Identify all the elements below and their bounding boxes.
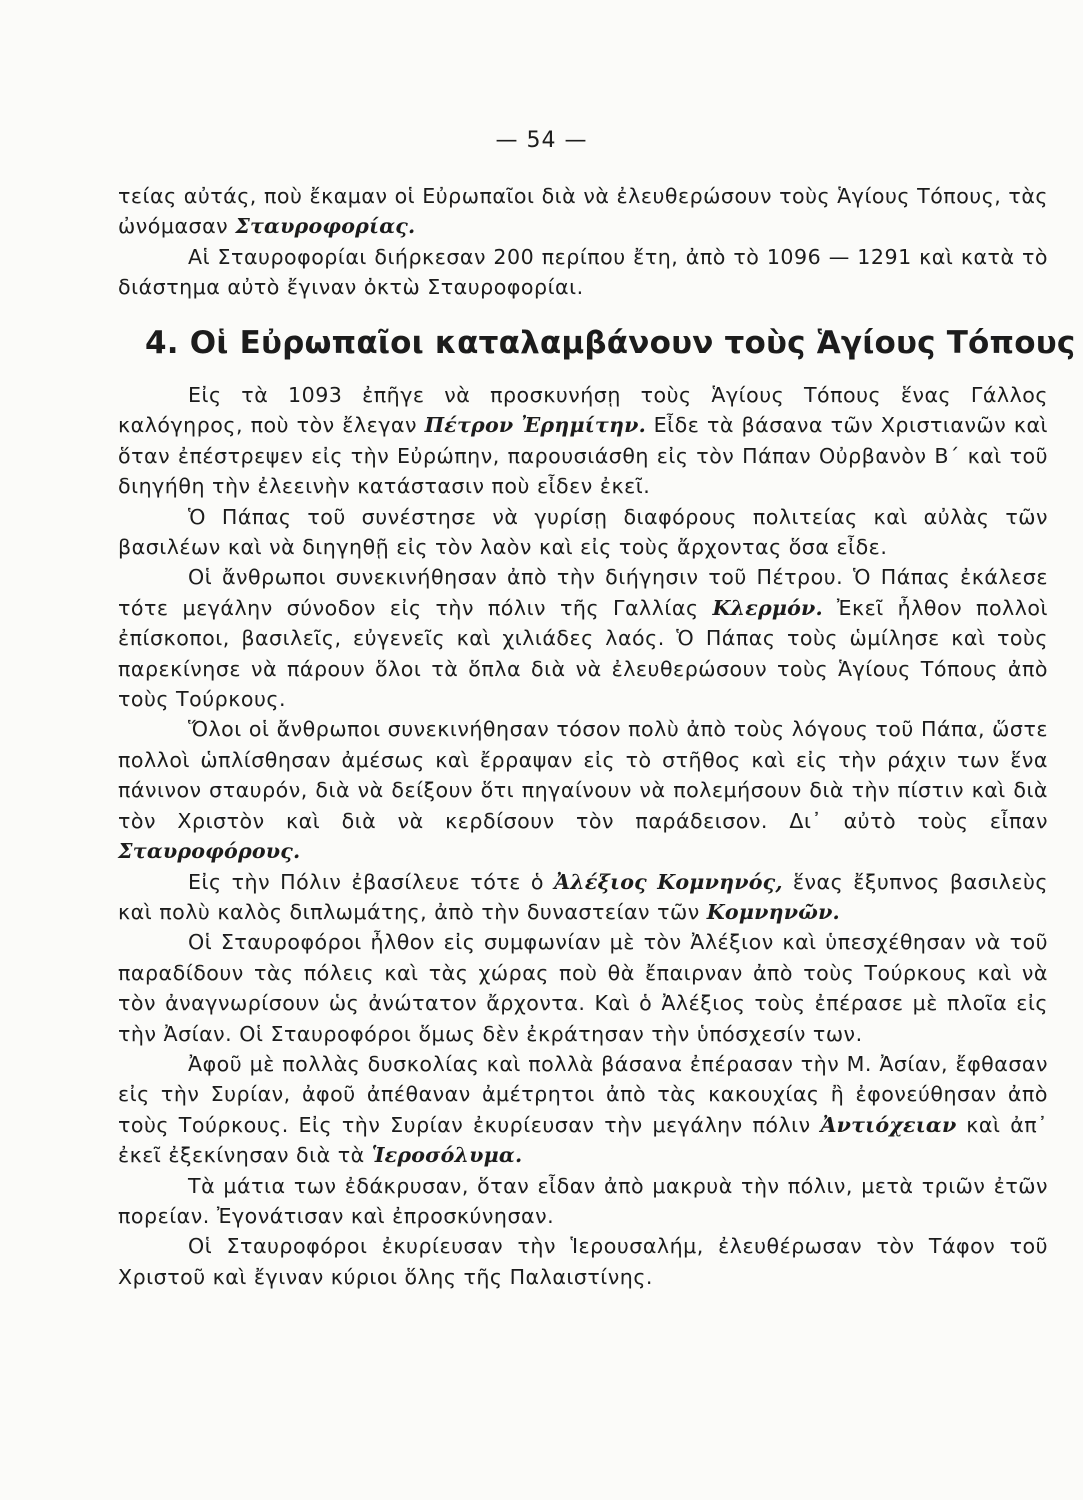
emphasis-term: Κομνηνῶν. bbox=[706, 899, 840, 924]
emphasis-term: Ἀλέξιος Κομνηνός, bbox=[554, 869, 783, 894]
section-heading: 4. Οἱ Εὐρωπαῖοι καταλαμβάνουν τοὺς Ἁγίους Τόπους bbox=[145, 325, 1076, 361]
emphasis-term: Κλερμόν. bbox=[712, 595, 823, 620]
paragraph: Εἰς τὰ 1093 ἐπῆγε νὰ προσκυνήσῃ τοὺς Ἁγίους Τόπους ἕνας Γάλλος καλόγηρος, ποὺ τὸν ἔλεγαν Πέτρον Ἐρημίτην. Εἶδε τὰ βάσανα τῶν Χριστιανῶν καὶ ὅταν ἐπέστρεψεν εἰς τὴν Εὐρώπην, παρουσιάσθη εἰς τὸν Πάπαν Οὐρβανὸν Β΄ καὶ τοῦ διηγήθη τὴν ἐλεεινὴν κατάστασιν ποὺ εἶδεν ἐκεῖ. bbox=[118, 383, 1049, 499]
paragraph: Ἀφοῦ μὲ πολλὰς δυσκολίας καὶ πολλὰ βάσανα ἐπέρασαν τὴν Μ. Ἀσίαν, ἔφθασαν εἰς τὴν Συρίαν, ἀφοῦ ἀπέθαναν ἀμέτρητοι ἀπὸ τὰς κακουχίας ἢ ἐφονεύθησαν ἀπὸ τοὺς Τούρκους. Εἰς τὴν Συρίαν ἐκυρίευσαν τὴν μεγάλην πόλιν Ἀντιόχειαν καὶ ἀπ᾽ ἐκεῖ ἐξεκίνησαν διὰ τὰ Ἱεροσόλυμα. bbox=[118, 1051, 1048, 1168]
paragraph: Οἱ ἄνθρωποι συνεκινήθησαν ἀπὸ τὴν διήγησιν τοῦ Πέτρου. Ὁ Πάπας ἐκάλεσε τότε μεγάλην σύνοδον εἰς τὴν πόλιν τῆς Γαλλίας Κλερμόν. Ἐκεῖ ἦλθον πολλοὶ ἐπίσκοποι, βασιλεῖς, εὐγενεῖς καὶ χιλιάδες λαός. Ὁ Πάπας τοὺς ὡμίλησε καὶ τοὺς παρεκίνησε νὰ πάρουν ὅλοι τὰ ὅπλα διὰ νὰ ἐλευθερώσουν τοὺς Ἁγίους Τόπους ἀπὸ τοὺς Τούρκους. bbox=[118, 565, 1048, 712]
paragraph: Οἱ Σταυροφόροι ἦλθον εἰς συμφωνίαν μὲ τὸν Ἀλέξιον καὶ ὑπεσχέθησαν νὰ τοῦ παραδίδουν τὰς πόλεις καὶ τὰς χώρας ποὺ θὰ ἔπαιρναν ἀπὸ τοὺς Τούρκους καὶ νὰ τὸν ἀναγνωρίσουν ὡς ἀνώτατον ἄρχοντα. Καὶ ὁ Ἀλέξιος τοὺς ἐπέρασε μὲ πλοῖα εἰς τὴν Ἀσίαν. Οἱ Σταυροφόροι ὅμως δὲν ἐκράτησαν τὴν ὑπόσχεσίν των. bbox=[118, 930, 1048, 1046]
paragraph: Τὰ μάτια των ἐδάκρυσαν, ὅταν εἶδαν ἀπὸ μακρυὰ τὴν πόλιν, μετὰ τριῶν ἐτῶν πορείαν. Ἐγονάτισαν καὶ ἐπροσκύνησαν. bbox=[118, 1173, 1048, 1228]
paragraph: Ὁ Πάπας τοῦ συνέστησε νὰ γυρίσῃ διαφόρους πολιτείας καὶ αὐλὰς τῶν βασιλέων καὶ νὰ διηγηθῇ εἰς τὸν λαὸν καὶ εἰς τοὺς ἄρχοντας ὅσα εἶδε. bbox=[118, 504, 1048, 560]
emphasis-term: Ἀντιόχειαν bbox=[820, 1112, 957, 1137]
paragraph: Ὅλοι οἱ ἄνθρωποι συνεκινήθησαν τόσον πολὺ ἀπὸ τοὺς λόγους τοῦ Πάπα, ὥστε πολλοὶ ὡπλίσθησαν ἀμέσως καὶ ἔρραψαν εἰς τὸ στῆθος καὶ εἰς τὴν ράχιν των ἕνα πάνινον σταυρόν, διὰ νὰ δείξουν ὅτι πηγαίνουν νὰ πολεμήσουν διὰ τὴν πίστιν καὶ διὰ τὸν Χριστὸν καὶ διὰ νὰ κερδίσουν τὸν παράδεισον. Δι᾽ αὐτὸ τοὺς εἶπαν Σταυροφόρους. bbox=[118, 717, 1048, 864]
paragraph: Οἱ Σταυροφόροι ἐκυρίευσαν τὴν Ἱερουσαλήμ, ἐλευθέρωσαν τὸν Τάφον τοῦ Χριστοῦ καὶ ἔγιναν κύριοι ὅλης τῆς Παλαιστίνης. bbox=[118, 1234, 1048, 1289]
section-text bbox=[118, 380, 1048, 1292]
paragraph: Αἱ Σταυροφορίαι διήρκεσαν 200 περίπου ἔτη, ἀπὸ τὸ 1096 — 1291 καὶ κατὰ τὸ διάστημα αὐτὸ ἔγιναν ὀκτὼ Σταυροφορίαι. bbox=[118, 244, 1048, 300]
emphasis-term: Σταυροφορίας. bbox=[235, 214, 416, 239]
intro-text bbox=[118, 181, 1048, 303]
paragraph: Εἰς τὴν Πόλιν ἐβασίλευε τότε ὁ Ἀλέξιος Κομνηνός, ἕνας ἔξυπνος βασιλεὺς καὶ πολὺ καλὸς διπλωμάτης, ἀπὸ τὴν δυναστείαν τῶν Κομνηνῶν. bbox=[118, 869, 1048, 924]
emphasis-term: Ἱεροσόλυμα. bbox=[371, 1143, 523, 1168]
page-number: — 54 — bbox=[495, 128, 588, 153]
emphasis-term: Πέτρον Ἐρημίτην. bbox=[424, 413, 647, 438]
paragraph: τείας αὐτάς, ποὺ ἔκαμαν οἱ Εὐρωπαῖοι διὰ νὰ ἐλευθερώσουν τοὺς Ἁγίους Τόπους, τὰς ὠνόμασαν Σταυροφορίας. bbox=[118, 184, 1048, 239]
emphasis-term: Σταυροφόρους. bbox=[118, 839, 301, 864]
